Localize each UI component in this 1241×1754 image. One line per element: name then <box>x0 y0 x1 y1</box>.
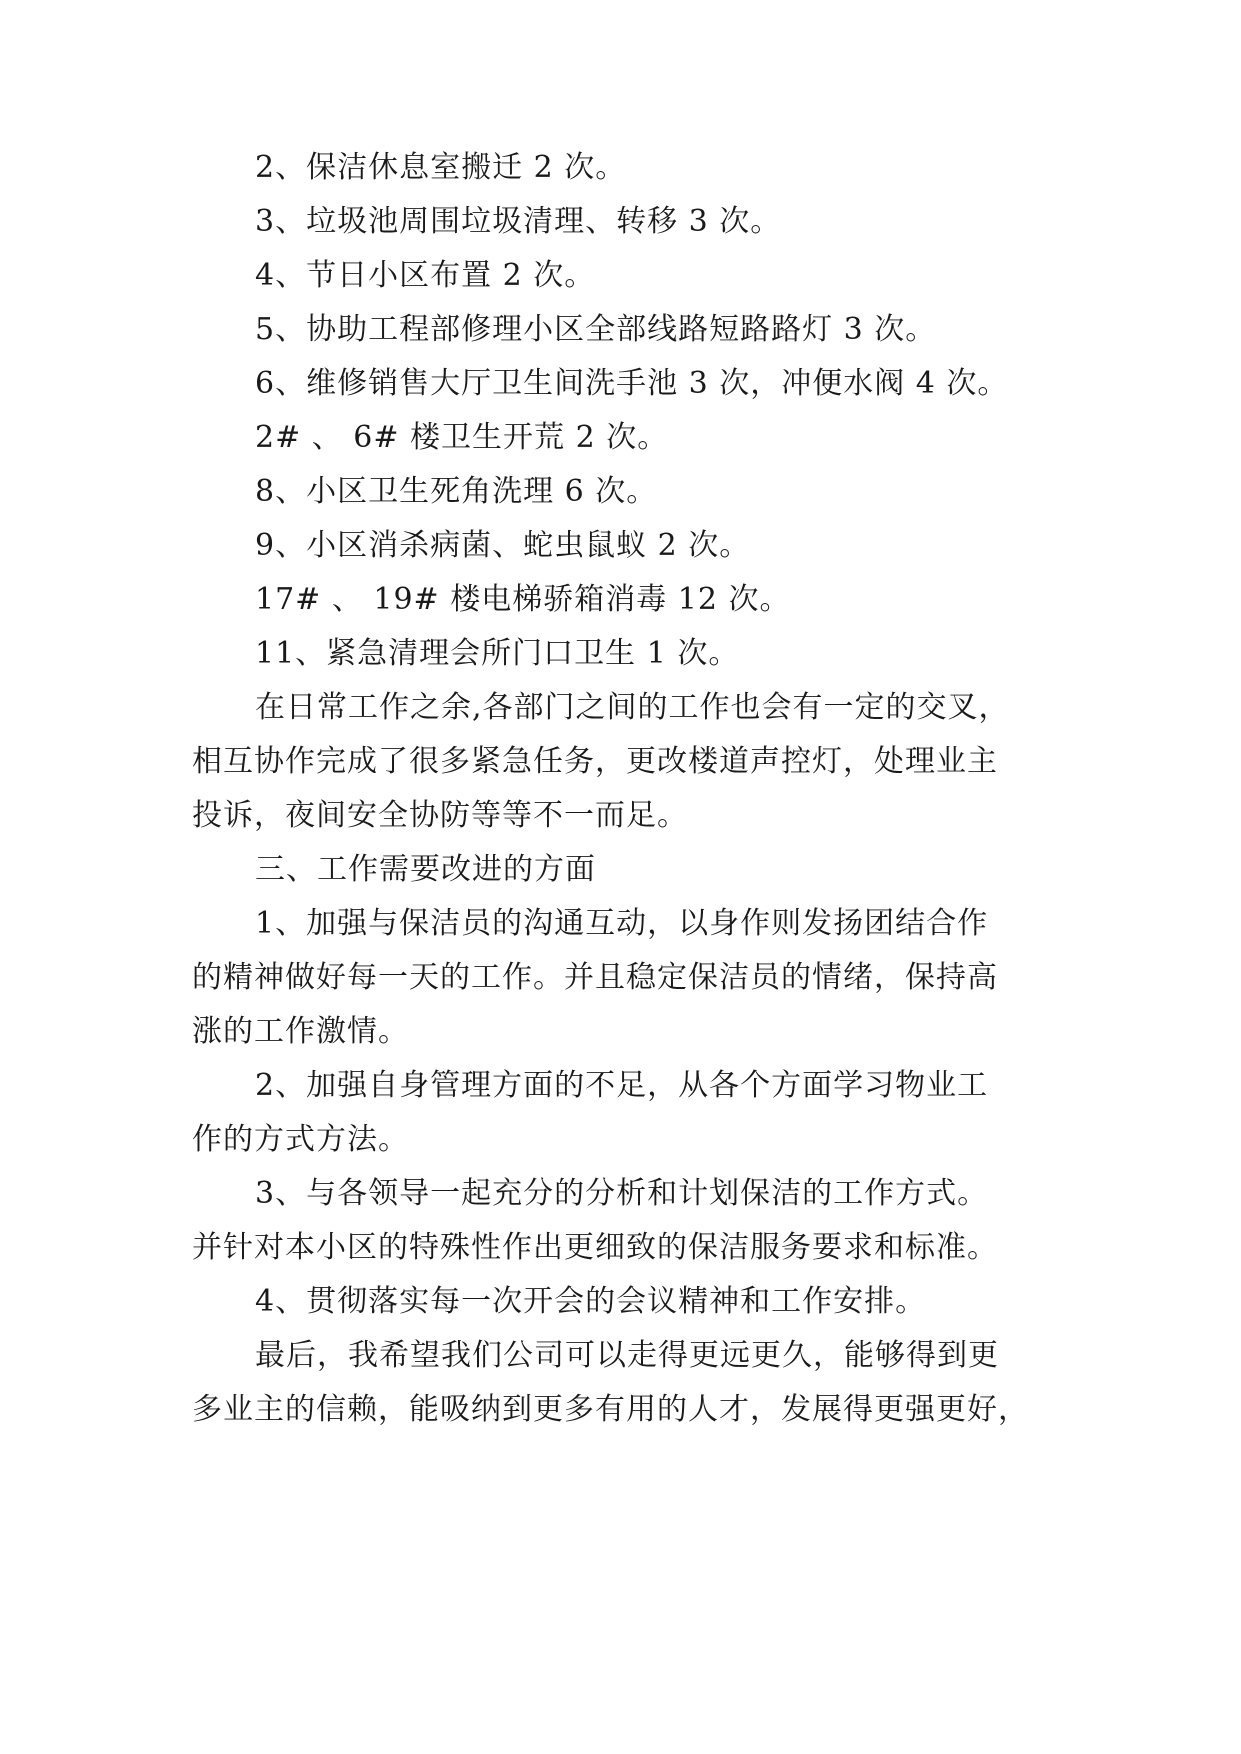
paragraph-line: 4、贯彻落实每一次开会的会议精神和工作安排。 <box>255 1284 927 1319</box>
paragraph-line: 并针对本小区的特殊性作出更细致的保洁服务要求和标准。 <box>192 1230 998 1265</box>
paragraph-line: 3、与各领导一起充分的分析和计划保洁的工作方式。 <box>255 1176 989 1211</box>
list-item: 3、垃圾池周围垃圾清理、转移 3 次。 <box>255 204 782 239</box>
paragraph-line: 作的方式方法。 <box>192 1122 409 1157</box>
paragraph-line: 在日常工作之余,各部门之间的工作也会有一定的交叉， <box>255 690 1010 725</box>
paragraph-line: 最后，我希望我们公司可以走得更远更久，能够得到更 <box>255 1338 999 1373</box>
paragraph-line: 投诉，夜间安全协防等等不一而足。 <box>192 798 688 833</box>
section-heading: 三、工作需要改进的方面 <box>255 852 596 887</box>
paragraph-line: 涨的工作激情。 <box>192 1014 409 1049</box>
paragraph-line: 相互协作完成了很多紧急任务，更改楼道声控灯，处理业主 <box>192 744 998 779</box>
paragraph-line: 1、加强与保洁员的沟通互动，以身作则发扬团结合作 <box>255 906 989 941</box>
list-item: 9、小区消杀病菌、蛇虫鼠蚁 2 次。 <box>255 528 751 563</box>
list-item: 2# 、 6# 楼卫生开荒 2 次。 <box>255 420 669 455</box>
paragraph-line: 的精神做好每一天的工作。并且稳定保洁员的情绪，保持高 <box>192 960 998 995</box>
list-item: 2、保洁休息室搬迁 2 次。 <box>255 150 627 185</box>
list-item: 4、节日小区布置 2 次。 <box>255 258 596 293</box>
paragraph-line: 多业主的信赖，能吸纳到更多有用的人才，发展得更强更好， <box>192 1392 1029 1427</box>
paragraph-line: 2、加强自身管理方面的不足，从各个方面学习物业工 <box>255 1068 989 1103</box>
list-item: 6、维修销售大厅卫生间洗手池 3 次，冲便水阀 4 次。 <box>255 366 1009 401</box>
list-item: 11、紧急清理会所门口卫生 1 次。 <box>255 636 740 671</box>
list-item: 17# 、 19# 楼电梯骄箱消毒 12 次。 <box>255 582 791 617</box>
list-item: 8、小区卫生死角洗理 6 次。 <box>255 474 658 509</box>
list-item: 5、协助工程部修理小区全部线路短路路灯 3 次。 <box>255 312 937 347</box>
